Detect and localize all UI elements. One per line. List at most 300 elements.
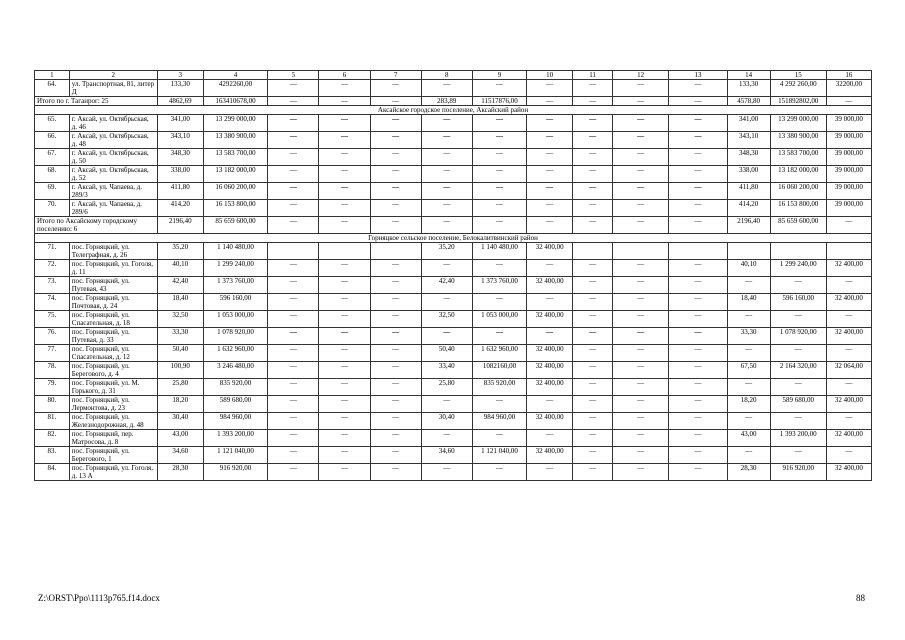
- value-cell: —: [319, 328, 370, 345]
- value-cell: —: [573, 217, 613, 234]
- value-cell: 343,10: [157, 132, 203, 149]
- value-cell: 2196,40: [727, 217, 770, 234]
- value-cell: —: [370, 464, 421, 481]
- value-cell: —: [669, 362, 727, 379]
- address-cell: пос. Горняцкий, ул. Гоголя, д. 13 А: [69, 464, 157, 481]
- value-cell: 50,40: [157, 345, 203, 362]
- table-row: [35, 277, 872, 294]
- value-cell: 18,40: [727, 294, 770, 311]
- value-cell: —: [421, 260, 472, 277]
- value-cell: —: [472, 430, 526, 447]
- value-cell: —: [370, 328, 421, 345]
- section-title: Аксайское городское поселение, Аксайский район: [35, 106, 872, 115]
- row-number: 67.: [35, 149, 70, 166]
- value-cell: 984 960,00: [203, 413, 267, 430]
- value-cell: —: [319, 97, 370, 106]
- value-cell: —: [573, 183, 613, 200]
- value-cell: —: [370, 149, 421, 166]
- value-cell: 30,40: [421, 413, 472, 430]
- value-cell: 1 299 240,00: [770, 260, 826, 277]
- value-cell: 596 160,00: [770, 294, 826, 311]
- value-cell: —: [319, 430, 370, 447]
- value-cell: —: [613, 132, 669, 149]
- value-cell: 1 373 760,00: [472, 277, 526, 294]
- column-number-cell: 14: [727, 71, 770, 80]
- value-cell: —: [268, 183, 319, 200]
- column-number-cell: 8: [421, 71, 472, 80]
- table-row: [35, 294, 872, 311]
- value-cell: —: [370, 311, 421, 328]
- value-cell: —: [669, 294, 727, 311]
- table-row: [35, 243, 872, 260]
- value-cell: 39 000,00: [826, 166, 871, 183]
- value-cell: 32 400,00: [527, 447, 573, 464]
- row-number: 81.: [35, 413, 70, 430]
- value-cell: —: [669, 345, 727, 362]
- value-cell: —: [573, 200, 613, 217]
- value-cell: 414,20: [157, 200, 203, 217]
- row-number: 77.: [35, 345, 70, 362]
- value-cell: —: [370, 362, 421, 379]
- value-cell: 916 920,00: [770, 464, 826, 481]
- value-cell: 25,80: [157, 379, 203, 396]
- value-cell: —: [319, 166, 370, 183]
- address-cell: пос. Горняцкий, ул. Берегового, 1: [69, 447, 157, 464]
- total-label: Итого по Аксайскому городскому поселению: 6: [35, 217, 158, 234]
- value-cell: 411,80: [157, 183, 203, 200]
- value-cell: —: [613, 430, 669, 447]
- value-cell: —: [527, 260, 573, 277]
- total-row: [35, 217, 872, 234]
- value-cell: —: [573, 464, 613, 481]
- value-cell: 1 393 200,00: [770, 430, 826, 447]
- value-cell: —: [472, 149, 526, 166]
- value-cell: 133,30: [157, 80, 203, 97]
- value-cell: —: [268, 80, 319, 97]
- address-cell: пос. Горняцкий, ул. Берегового, д. 4: [69, 362, 157, 379]
- value-cell: 32,50: [421, 311, 472, 328]
- value-cell: —: [319, 217, 370, 234]
- value-cell: —: [319, 260, 370, 277]
- value-cell: 984 960,00: [472, 413, 526, 430]
- value-cell: 43,00: [157, 430, 203, 447]
- column-number-cell: 3: [157, 71, 203, 80]
- value-cell: 67,50: [727, 362, 770, 379]
- value-cell: 348,30: [727, 149, 770, 166]
- column-number-cell: 2: [69, 71, 157, 80]
- value-cell: 4292260,00: [203, 80, 267, 97]
- value-cell: 151892802,00: [770, 97, 826, 106]
- value-cell: —: [527, 328, 573, 345]
- address-cell: пос. Горняцкий, ул. Гоголя, д. 11: [69, 260, 157, 277]
- value-cell: 40,10: [727, 260, 770, 277]
- value-cell: —: [268, 97, 319, 106]
- value-cell: —: [370, 200, 421, 217]
- value-cell: [370, 243, 421, 260]
- value-cell: —: [370, 396, 421, 413]
- value-cell: 32 400,00: [527, 362, 573, 379]
- value-cell: —: [770, 379, 826, 396]
- value-cell: —: [573, 80, 613, 97]
- value-cell: —: [669, 413, 727, 430]
- value-cell: 33,40: [421, 362, 472, 379]
- value-cell: —: [573, 277, 613, 294]
- value-cell: —: [421, 294, 472, 311]
- section-title: Горняцкое сельское поселение, Белокалитвинский район: [35, 234, 872, 243]
- value-cell: 18,40: [157, 294, 203, 311]
- value-cell: —: [613, 362, 669, 379]
- value-cell: —: [527, 430, 573, 447]
- value-cell: —: [370, 166, 421, 183]
- table-row: [35, 430, 872, 447]
- value-cell: 32200,00: [826, 80, 871, 97]
- section-header-row: [35, 234, 872, 243]
- value-cell: [669, 243, 727, 260]
- value-cell: 11517876,00: [472, 97, 526, 106]
- table-row: [35, 447, 872, 464]
- value-cell: 4578,80: [727, 97, 770, 106]
- value-cell: —: [319, 183, 370, 200]
- value-cell: 35,20: [421, 243, 472, 260]
- value-cell: 283,89: [421, 97, 472, 106]
- value-cell: —: [319, 362, 370, 379]
- value-cell: 338,00: [727, 166, 770, 183]
- address-cell: пос. Горняцкий, ул. М. Горького, д. 31: [69, 379, 157, 396]
- value-cell: 1 121 040,00: [472, 447, 526, 464]
- column-number-cell: 13: [669, 71, 727, 80]
- value-cell: —: [826, 447, 871, 464]
- address-cell: пос. Горняцкий, пер. Матросова, д. 8: [69, 430, 157, 447]
- value-cell: —: [527, 464, 573, 481]
- value-cell: —: [319, 345, 370, 362]
- value-cell: —: [669, 277, 727, 294]
- value-cell: 341,00: [157, 115, 203, 132]
- value-cell: 13 380 900,00: [203, 132, 267, 149]
- value-cell: —: [370, 294, 421, 311]
- value-cell: 39 000,00: [826, 183, 871, 200]
- value-cell: —: [669, 183, 727, 200]
- row-number: 65.: [35, 115, 70, 132]
- value-cell: 32 400,00: [527, 277, 573, 294]
- row-number: 80.: [35, 396, 70, 413]
- value-cell: —: [573, 166, 613, 183]
- value-cell: 30,40: [157, 413, 203, 430]
- value-cell: —: [527, 149, 573, 166]
- row-number: 74.: [35, 294, 70, 311]
- column-number-cell: 6: [319, 71, 370, 80]
- value-cell: —: [268, 149, 319, 166]
- value-cell: —: [669, 200, 727, 217]
- value-cell: —: [613, 345, 669, 362]
- value-cell: —: [268, 447, 319, 464]
- value-cell: 835 920,00: [472, 379, 526, 396]
- value-cell: 32 400,00: [527, 413, 573, 430]
- value-cell: —: [472, 294, 526, 311]
- value-cell: —: [826, 379, 871, 396]
- value-cell: 1 299 240,00: [203, 260, 267, 277]
- value-cell: —: [770, 277, 826, 294]
- value-cell: 33,30: [157, 328, 203, 345]
- value-cell: —: [727, 277, 770, 294]
- value-cell: —: [669, 379, 727, 396]
- value-cell: 1 632 960,00: [203, 345, 267, 362]
- value-cell: 163410678,00: [203, 97, 267, 106]
- value-cell: —: [319, 80, 370, 97]
- value-cell: 1 121 040,00: [203, 447, 267, 464]
- value-cell: —: [472, 80, 526, 97]
- table-row: [35, 80, 872, 97]
- value-cell: —: [370, 115, 421, 132]
- value-cell: —: [421, 217, 472, 234]
- value-cell: —: [669, 430, 727, 447]
- value-cell: —: [319, 115, 370, 132]
- value-cell: —: [421, 183, 472, 200]
- value-cell: —: [613, 200, 669, 217]
- value-cell: 414,20: [727, 200, 770, 217]
- value-cell: 13 583 700,00: [203, 149, 267, 166]
- value-cell: 589 680,00: [203, 396, 267, 413]
- row-number: 69.: [35, 183, 70, 200]
- value-cell: —: [370, 379, 421, 396]
- value-cell: —: [573, 447, 613, 464]
- value-cell: [770, 243, 826, 260]
- value-cell: —: [319, 447, 370, 464]
- value-cell: —: [527, 166, 573, 183]
- value-cell: 2196,40: [157, 217, 203, 234]
- value-cell: —: [669, 97, 727, 106]
- value-cell: —: [268, 294, 319, 311]
- value-cell: —: [421, 132, 472, 149]
- value-cell: —: [669, 149, 727, 166]
- value-cell: 16 153 800,00: [203, 200, 267, 217]
- value-cell: —: [826, 311, 871, 328]
- value-cell: —: [727, 345, 770, 362]
- value-cell: —: [613, 115, 669, 132]
- value-cell: —: [613, 311, 669, 328]
- value-cell: [268, 243, 319, 260]
- value-cell: —: [268, 413, 319, 430]
- value-cell: 4 292 260,00: [770, 80, 826, 97]
- value-cell: —: [826, 217, 871, 234]
- value-cell: 1082160,00: [472, 362, 526, 379]
- value-cell: —: [268, 277, 319, 294]
- value-cell: 13 380 900,00: [770, 132, 826, 149]
- value-cell: —: [669, 396, 727, 413]
- table-row: [35, 379, 872, 396]
- value-cell: —: [669, 80, 727, 97]
- value-cell: —: [613, 328, 669, 345]
- value-cell: 916 920,00: [203, 464, 267, 481]
- value-cell: —: [527, 396, 573, 413]
- value-cell: 16 060 200,00: [770, 183, 826, 200]
- value-cell: 18,20: [157, 396, 203, 413]
- value-cell: —: [770, 311, 826, 328]
- value-cell: 1 632 960,00: [472, 345, 526, 362]
- value-cell: —: [770, 447, 826, 464]
- value-cell: —: [613, 183, 669, 200]
- column-number-cell: 10: [527, 71, 573, 80]
- value-cell: —: [573, 396, 613, 413]
- data-table: [34, 70, 872, 481]
- value-cell: 13 299 000,00: [770, 115, 826, 132]
- value-cell: —: [527, 132, 573, 149]
- value-cell: —: [319, 379, 370, 396]
- value-cell: 40,10: [157, 260, 203, 277]
- column-number-cell: 15: [770, 71, 826, 80]
- value-cell: —: [472, 328, 526, 345]
- table-row: [35, 200, 872, 217]
- value-cell: —: [370, 413, 421, 430]
- value-cell: —: [370, 132, 421, 149]
- table-row: [35, 413, 872, 430]
- table-row: [35, 115, 872, 132]
- value-cell: —: [319, 200, 370, 217]
- value-cell: —: [421, 149, 472, 166]
- value-cell: —: [319, 149, 370, 166]
- value-cell: —: [472, 217, 526, 234]
- value-cell: —: [727, 379, 770, 396]
- column-number-cell: 9: [472, 71, 526, 80]
- value-cell: —: [613, 97, 669, 106]
- value-cell: 1 140 480,00: [472, 243, 526, 260]
- row-number: 73.: [35, 277, 70, 294]
- value-cell: —: [268, 396, 319, 413]
- value-cell: —: [268, 345, 319, 362]
- value-cell: —: [472, 115, 526, 132]
- address-cell: пос. Горняцкий, ул. Путевая, 43: [69, 277, 157, 294]
- value-cell: 32 400,00: [826, 464, 871, 481]
- value-cell: —: [613, 217, 669, 234]
- table-row: [35, 149, 872, 166]
- value-cell: —: [527, 183, 573, 200]
- value-cell: —: [573, 97, 613, 106]
- row-number: 72.: [35, 260, 70, 277]
- row-number: 71.: [35, 243, 70, 260]
- value-cell: 42,40: [421, 277, 472, 294]
- address-cell: пос. Горняцкий, ул. Путевая, д. 33: [69, 328, 157, 345]
- value-cell: —: [319, 396, 370, 413]
- value-cell: 343,10: [727, 132, 770, 149]
- value-cell: —: [319, 277, 370, 294]
- table-row: [35, 183, 872, 200]
- value-cell: —: [319, 294, 370, 311]
- value-cell: 32 400,00: [826, 430, 871, 447]
- value-cell: —: [727, 413, 770, 430]
- value-cell: 32 400,00: [826, 294, 871, 311]
- value-cell: —: [613, 379, 669, 396]
- value-cell: —: [268, 217, 319, 234]
- value-cell: —: [370, 97, 421, 106]
- value-cell: 25,80: [421, 379, 472, 396]
- value-cell: 2 164 320,00: [770, 362, 826, 379]
- value-cell: —: [826, 97, 871, 106]
- value-cell: 13 299 000,00: [203, 115, 267, 132]
- value-cell: —: [421, 115, 472, 132]
- address-cell: г. Аксай, ул. Октябрьская, д. 52: [69, 166, 157, 183]
- value-cell: —: [421, 328, 472, 345]
- value-cell: 18,20: [727, 396, 770, 413]
- value-cell: —: [826, 277, 871, 294]
- value-cell: —: [370, 430, 421, 447]
- value-cell: 835 920,00: [203, 379, 267, 396]
- table-row: [35, 396, 872, 413]
- value-cell: —: [573, 294, 613, 311]
- value-cell: —: [669, 260, 727, 277]
- value-cell: [319, 243, 370, 260]
- footer-page-number: 88: [856, 593, 865, 603]
- value-cell: —: [370, 447, 421, 464]
- value-cell: 32 064,00: [826, 362, 871, 379]
- value-cell: —: [669, 464, 727, 481]
- value-cell: —: [573, 413, 613, 430]
- table-row: [35, 260, 872, 277]
- value-cell: —: [319, 311, 370, 328]
- value-cell: —: [527, 97, 573, 106]
- value-cell: —: [573, 260, 613, 277]
- value-cell: 32 400,00: [826, 260, 871, 277]
- value-cell: —: [573, 345, 613, 362]
- value-cell: —: [370, 345, 421, 362]
- value-cell: —: [573, 430, 613, 447]
- value-cell: —: [669, 328, 727, 345]
- value-cell: —: [268, 311, 319, 328]
- value-cell: 35,20: [157, 243, 203, 260]
- value-cell: 34,60: [421, 447, 472, 464]
- address-cell: ул. Транспортная, 81, литер Д: [69, 80, 157, 97]
- value-cell: 1 140 480,00: [203, 243, 267, 260]
- value-cell: 42,40: [157, 277, 203, 294]
- value-cell: 13 583 700,00: [770, 149, 826, 166]
- value-cell: —: [613, 80, 669, 97]
- address-cell: пос. Горняцкий, ул. Лермонтова, д. 23: [69, 396, 157, 413]
- value-cell: 43,00: [727, 430, 770, 447]
- value-cell: —: [527, 115, 573, 132]
- address-cell: г. Аксай, ул. Октябрьская, д. 46: [69, 115, 157, 132]
- total-row: [35, 97, 872, 106]
- value-cell: —: [472, 396, 526, 413]
- value-cell: —: [268, 166, 319, 183]
- value-cell: [826, 243, 871, 260]
- value-cell: —: [319, 132, 370, 149]
- value-cell: —: [826, 413, 871, 430]
- value-cell: —: [669, 115, 727, 132]
- value-cell: 16 153 800,00: [770, 200, 826, 217]
- value-cell: —: [669, 311, 727, 328]
- value-cell: —: [472, 183, 526, 200]
- footer-file-path: Z:\ORST\Ppo\1113p765.f14.docx: [38, 593, 160, 603]
- value-cell: —: [421, 80, 472, 97]
- value-cell: 348,30: [157, 149, 203, 166]
- value-cell: 1 053 000,00: [472, 311, 526, 328]
- column-number-cell: 5: [268, 71, 319, 80]
- value-cell: —: [613, 396, 669, 413]
- value-cell: —: [421, 200, 472, 217]
- row-number: 66.: [35, 132, 70, 149]
- column-number-row: [35, 71, 872, 80]
- value-cell: 596 160,00: [203, 294, 267, 311]
- value-cell: 28,30: [157, 464, 203, 481]
- value-cell: —: [527, 217, 573, 234]
- value-cell: —: [268, 379, 319, 396]
- value-cell: —: [370, 217, 421, 234]
- value-cell: —: [370, 183, 421, 200]
- value-cell: 338,00: [157, 166, 203, 183]
- row-number: 79.: [35, 379, 70, 396]
- address-cell: пос. Горняцкий, ул. Спасательная, д. 18: [69, 311, 157, 328]
- value-cell: —: [573, 132, 613, 149]
- address-cell: пос. Горняцкий, ул. Спасательная, д. 12: [69, 345, 157, 362]
- value-cell: 32 400,00: [826, 396, 871, 413]
